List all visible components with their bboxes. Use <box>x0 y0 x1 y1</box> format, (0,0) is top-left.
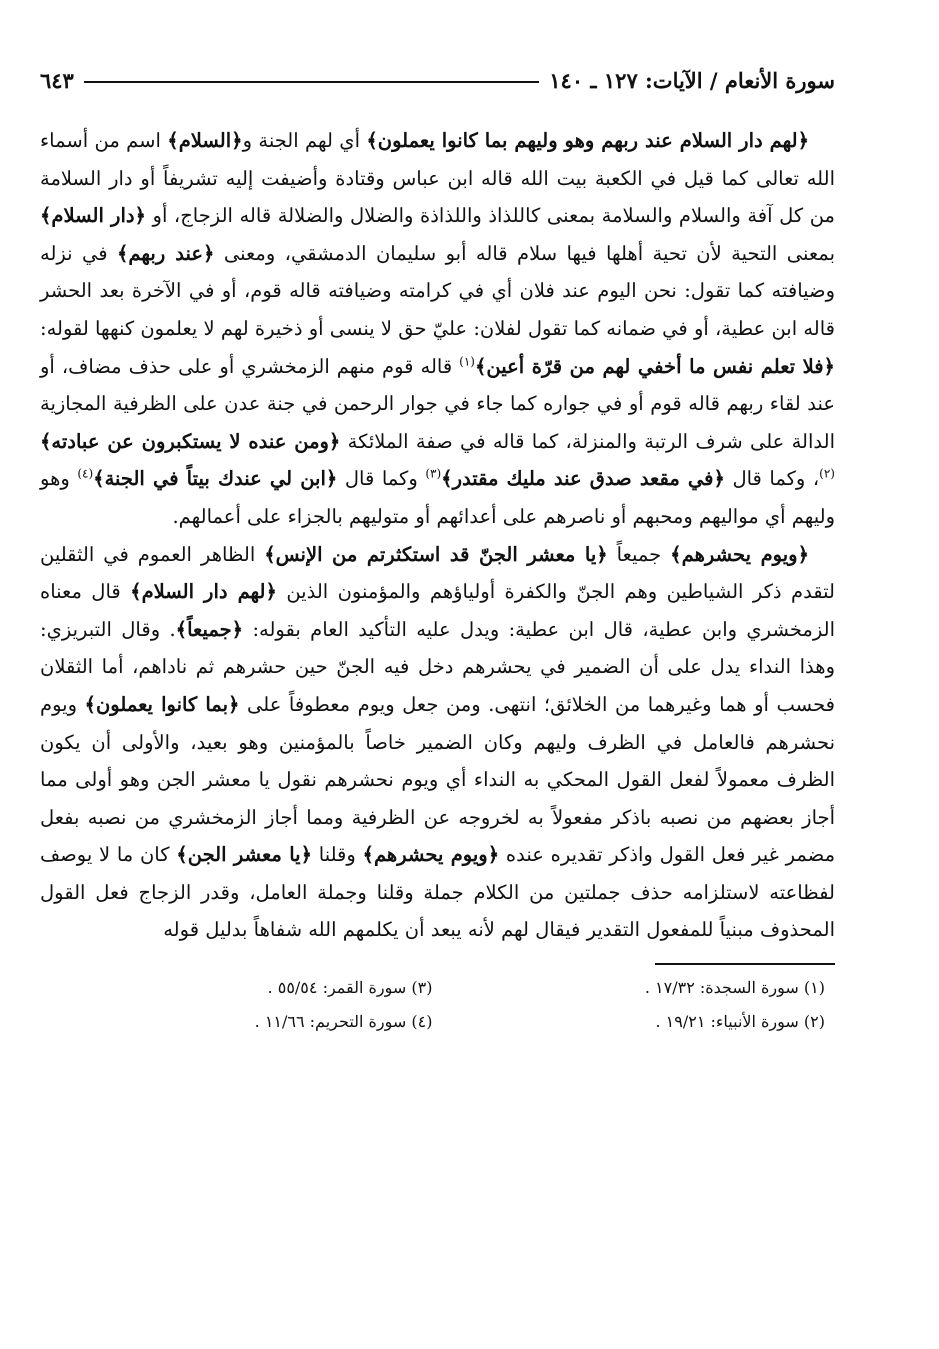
commentary-text: الظاهر العموم في الثقلين لتقدم ذكر الشياطين وهم الجنّ والكفرة أولياؤهم والمؤمنون الذين <box>40 542 835 604</box>
quran-quote: ﴿ويوم يحشرهم﴾ <box>362 843 500 867</box>
page-header <box>40 60 835 100</box>
quran-quote: ﴿عند ربهم﴾ <box>117 241 215 265</box>
footnote: (٣) سورة القمر: ٥٥/٥٤ . <box>267 978 433 998</box>
commentary-text: كان ما لا يوصف لفظاعته لاستلزامه حذف جملتين من الكلام جملة وقلنا وجملة العامل، وقدر الزجاج فعل القول المحذوف مبنياً للمفعول التقدير فيقال لهم لأنه يبعد أن يكلمهم الله شفاهاً بدليل قوله <box>40 843 835 942</box>
footnote-ref: (٣) <box>425 466 442 481</box>
quran-quote: ﴿يا معشر الجنّ قد استكثرتم من الإنس﴾ <box>264 542 608 566</box>
paragraph <box>40 536 835 950</box>
page-number: ٦٤٣ <box>40 67 74 93</box>
commentary-text: قال معناه الزمخشري وابن عطية، قال ابن عطية: ويدل عليه التأكيد العام بقوله: <box>40 580 835 641</box>
commentary-text: قاله قوم منهم الزمخشري أو على حذف مضاف، أو عند لقاء ربهم قاله قوم أو في جواره كما جاء في جوار الرحمن في جنة عدن على الظرفية المجازية الدالة على شرف الرتبة والمنزلة، كما قاله في صفة الملائكة <box>40 354 835 453</box>
commentary-text: بمعنى التحية لأن تحية أهلها فيها سلام قاله أبو سليمان الدمشقي، ومعنى <box>214 241 835 265</box>
quran-quote: ﴿يا معشر الجن﴾ <box>176 843 312 867</box>
quran-quote: ﴿ويوم يحشرهم﴾ <box>670 542 809 566</box>
commentary-text: . وقال التبريزي: وهذا النداء يدل على أن الضمير في يحشرهم دخل فيه الجنّ حين حشرهم ثم ناداهم، أما الثقلان فحسب أو هما وغيرهما من الخلائق؛ انتهى. ومن جعل ويوم معطوفاً على <box>40 617 835 716</box>
footnote-separator-wrap <box>40 949 835 965</box>
footnote: (٤) سورة التحريم: ١١/٦٦ . <box>254 1012 433 1032</box>
commentary-text: اسم من أسماء الله تعالى كما قيل في الكعبة بيت الله قاله ابن عباس وقتادة وأضيفت إليه تشريفاً أو دار السلامة من كل آفة والسلام والسلامة بمعنى كاللذاذ واللذاذة والضلال والضلالة قاله الزجاج، أو <box>40 129 835 228</box>
paragraph <box>40 122 835 536</box>
footnote-ref: (٤) <box>77 466 94 481</box>
commentary-text: في نزله وضيافته كما تقول: نحن اليوم عند فلان أي في كرامته وضيافته قاله قوم، أو في الآخرة بعد الحشر قاله ابن عطية، أو في ضمانه كما تقول لفلان: عليّ حق لا ينسى أو ذخيرة لهم لا يعلمون كنهها لقوله: <box>40 241 835 340</box>
footnote-ref: (٢) <box>819 466 835 481</box>
quran-quote: ﴿ابن لي عندك بيتاً في الجنة﴾ <box>93 467 338 491</box>
quran-quote: ﴿في مقعد صدق عند مليك مقتدر﴾ <box>441 467 725 491</box>
commentary-text: وكما قال <box>337 467 426 491</box>
footnote: (٢) سورة الأنبياء: ١٩/٢١ . <box>655 1012 825 1032</box>
commentary-text: أي لهم الجنة و <box>242 129 367 152</box>
commentary-text: ، وكما قال <box>724 467 820 491</box>
header-rule <box>84 81 539 83</box>
footnote: (١) سورة السجدة: ١٧/٣٢ . <box>644 978 825 998</box>
quran-quote: ﴿فلا تعلم نفس ما أخفي لهم من قرّة أعين﴾ <box>474 354 835 378</box>
quran-quote: ﴿لهم دار السلام﴾ <box>130 580 277 604</box>
body-text <box>40 122 835 949</box>
footnotes <box>40 975 835 1035</box>
footnote-ref: (١) <box>459 354 475 369</box>
quran-quote: ﴿السلام﴾ <box>167 129 243 152</box>
commentary-text: وهو وليهم أي مواليهم ومحبهم أو ناصرهم على أعدائهم أو متوليهم بالجزاء على أعمالهم. <box>40 467 835 528</box>
footnote-separator <box>655 963 835 965</box>
quran-quote: ﴿بما كانوا يعملون﴾ <box>84 692 240 716</box>
running-head: سورة الأنعام / الآيات: ١٢٧ ـ ١٤٠ <box>549 67 835 93</box>
quran-quote: ﴿جميعاً﴾ <box>175 617 244 641</box>
commentary-text: ويوم نحشرهم فالعامل في الظرف وليهم وكان الضمير خاصاً بالمؤمنين وهو بعيد، والأولى أن يكون الظرف معمولاً لفعل القول المحكي به النداء أي ويوم نحشرهم نقول يا معشر الجن وهو أولى مما أجاز بعضهم من نصبه باذكر مفعولاً به لخروجه عن الظرفية ومما أجاز الزمخشري من نصبه بفعل مضمر غير فعل القول واذكر تقديره عنده <box>40 692 836 867</box>
commentary-text: وقلنا <box>312 843 363 867</box>
book-page <box>40 60 835 1300</box>
quran-quote: ﴿لهم دار السلام عند ربهم وهو وليهم بما كانوا يعملون﴾ <box>366 129 809 152</box>
commentary-text: جميعاً <box>607 542 671 566</box>
quran-quote: ﴿دار السلام﴾ <box>40 204 146 228</box>
quran-quote: ﴿ومن عنده لا يستكبرون عن عبادته﴾ <box>40 429 341 453</box>
